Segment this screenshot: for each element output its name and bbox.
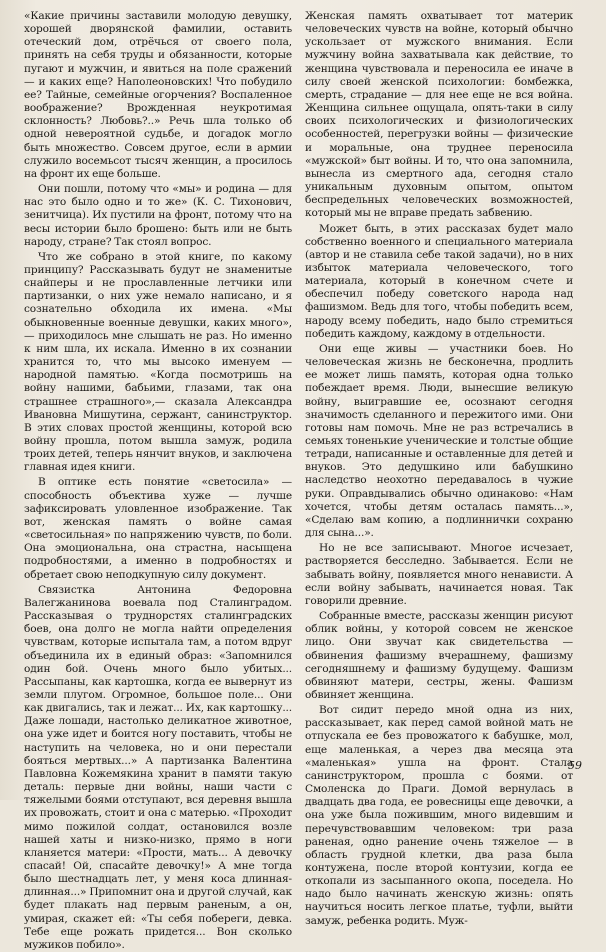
paragraph: Вот сидит передо мной одна из них, рассказывает, как перед самой войной мать не отпускала ее без провожатого к бабушке, мол, еще маленькая, а через два месяца эта «маленькая» ушла на фронт. Стала санинструктором, прошла с боями. от Смоленска до Праги. Домой вернулась в двадцать два года, ее ровесницы еще девочки, а она уже была пожившим, много видевшим и перечувствовавшим человеком: три раза раненая, одно ранение очень тяжелое — в область грудной клетки, два раза была контужена, после второй контузии, когда ее откопали из засыпанного окопа, поседела. Но надо было начинать женскую жизнь: опять научиться носить легкое платье, туфли, выйти замуж, ребенка родить. Муж- [305, 704, 573, 927]
paragraph: Они еще живы — участники боев. Но человеческая жизнь не бесконечна, продлить ее может лишь память, которая одна только побеждает время. Люди, вынесшие великую войну, выигравшие ее, осознают сегодня значимость сделанного и пережитого ими. Они готовы нам помочь. Мне не раз встречались в семьях тоненькие ученические и толстые общие тетради, написанные и оставленные для детей и внуков. Это дедушкино или бабушкино наследство неохотно передавалось в чужие руки. Оправдывались обычно одинаково: «Нам хочется, чтобы детям осталась память...», «Сделаю вам копию, а подлиннички сохраню для сына...». [305, 342, 573, 540]
paragraph: Что же собрано в этой книге, по какому принципу? Рассказывать будут не знаменитые снайперы и не прославленные летчики или партизанки, о них уже немало написано, и я сознательно обходила их имена. «Мы обыкновенные военные девушки, каких много»,— приходилось мне слышать не раз. Но именно к ним шла, их искала. Именно в их сознании хранится то, что мы высоко именуем — народной памятью. «Когда посмотришь на войну нашими, бабьими, глазами, так она страшнее страшного»,— сказала Александра Ивановна Мишутина, сержант, санинструктор. В этих словах простой женщины, которой всю войну прошла, потом вышла замуж, родила троих детей, теперь нянчит внуков, и заключена главная идея книги. [24, 250, 292, 474]
page-number: 59 [568, 759, 582, 772]
paragraph: Собранные вместе, рассказы женщин рисуют облик войны, у которой совсем не женское лицо. Они звучат как свидетельства — обвинения фашизму вчерашнему, фашизму сегодняшнему и фашизму будущему. Фашизм обвиняют матери, сестры, жены. Фашизм обвиняет женщина. [305, 610, 573, 701]
paragraph: В оптике есть понятие «светосила» — способность объектива хуже — лучше зафиксировать уловленное изображение. Так вот, женская память о войне самая «светосильная» по напряжению чувств, по боли. Она эмоциональна, она страстна, насыщена подробностями, а именно в подробностях и обретает свою неподкупную силу документ. [24, 476, 292, 581]
right-column [305, 10, 573, 927]
paragraph: Они пошли, потому что «мы» и родина — для нас это было одно и то же» (К. С. Тихонович, зенитчица). Их пустили на фронт, потому что на весы истории было брошено: быть или не быть народу, стране? Так стоял вопрос. [24, 183, 292, 248]
paragraph: Может быть, в этих рассказах будет мало собственно военного и специального материала (автор и не ставила себе такой задачи), но в них избыток материала человеческого, того материала, который в конечном счете и обеспечил победу советского народа над фашизмом. Ведь для того, чтобы победить всем, народу всему победить, надо было стремиться победить каждому, каждому в отдельности. [305, 222, 573, 340]
paragraph: Но не все записывают. Многое исчезает, растворяется бесследно. Забывается. Если не забывать войну, появляется много ненависти. А если войну забывать, начинается новая. Так говорили древние. [305, 542, 573, 607]
left-column [24, 10, 292, 951]
paragraph: Связистка Антонина Федоровна Валегжанинова воевала под Сталинградом. Рассказывая о труднорстях сталинградских боев, она долго не могла найти определения чувствам, которые испытала там, а потом вдруг объединила их в единый образ: «Запомнился один бой. Очень много было убитых... Рассыпаны, как картошка, когда ее вывернут из земли плугом. Огромное, большое поле... Они как двигались, так и лежат... Их, как картошку... Даже лошади, настолько деликатное животное, она уже идет и боится ногу поставить, чтобы не наступить на человека, но и они перестали бояться мертвых...» А партизанка Валентина Павловна Кожемякина хранит в памяти такую деталь: первые дни войны, наши части с тяжелыми боями отступают, вся деревня вышла их провожать, стоит и она с матерью. «Проходит мимо пожилой солдат, остановился возле нашей хаты и низко-низко, прямо в ноги кланяется матери: «Прости, мать... А девочку спасай! Ой, спасайте девочку!» А мне тогда было шестнадцать лет, у меня коса длинная-длинная...» Припомнит она и другой случай, как будет плакать над первым раненым, а он, умирая, скажет ей: «Ты себя побереги, девка. Тебе еще рожать придется... Вон сколько мужиков побило». [24, 583, 292, 951]
paragraph: «Какие причины заставили молодую девушку, хорошей дворянской фамилии, оставить отеческий дом, отрёчься от своего пола, принять на себя труды и обязанности, которые пугают и мужчин, и явиться на поле сражений — и каких еще? Наполеоновских! Что побудило ее? Тайные, семейные огорчения? Воспаленное воображение? Врожденная неукротимая склонность? Любовь?..» Речь шла только об одной невероятной судьбе, и догадок могло быть множество. Совсем другое, если в армии служило восемьсот тысяч женщин, а просилось на фронт их еще больше. [24, 10, 292, 180]
paragraph: Женская память охватывает тот материк человеческих чувств на войне, который обычно ускользает от мужского внимания. Если мужчину война захватывала как действие, то женщина чувствовала и переносила ее иначе в силу своей женской психологии: бомбежка, смерть, страдание — для нее еще не вся война. Женщина сильнее ощущала, опять-таки в силу своих психологических и физиологических особенностей, перегрузки войны — физические и моральные, она труднее переносила «мужской» быт войны. И то, что она запомнила, вынесла из смертного ада, сегодня стало уникальным духовным опытом, опытом беспредельных человеческих возможностей, который мы не вправе предать забвению. [305, 10, 573, 220]
